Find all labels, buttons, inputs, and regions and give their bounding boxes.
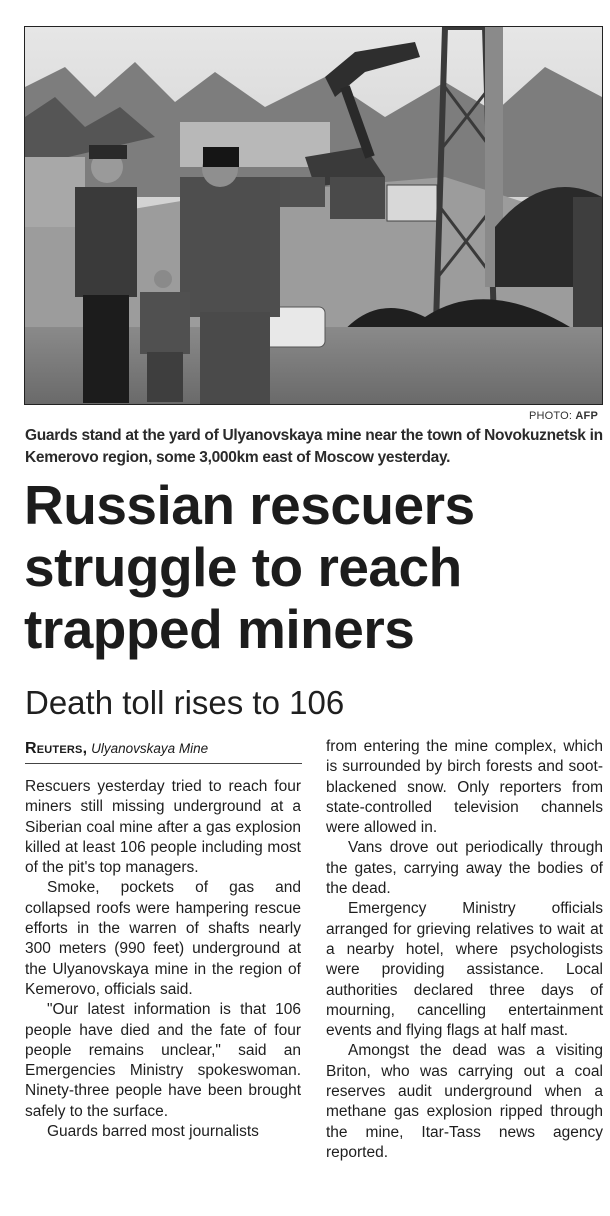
byline-location: Ulyanovskaya Mine xyxy=(91,741,209,756)
paragraph: Amongst the dead was a visiting Briton, who was carrying out a coal reserves audit underground when a methane gas explosion ripped through the mine, Itar-Tass news agency reported. xyxy=(326,1042,603,1161)
subheadline: Death toll rises to 106 xyxy=(25,684,345,721)
photo-caption: Guards stand at the yard of Ulyanovskaya mine near the town of Novokuznetsk in Kemerovo region, some 3,000km east of Moscow yesterday. xyxy=(25,427,603,466)
paragraph: Smoke, pockets of gas and collapsed roofs were hampering rescue efforts in the warren of shafts nearly 300 meters (990 feet) underground at the Ulyanovskaya mine in the region of Kemerovo, officials said. xyxy=(25,879,301,998)
photo-credit xyxy=(529,410,598,422)
paragraph: from entering the mine complex, which is surrounded by birch forests and soot-blackened snow. Only reporters from state-controlled television channels were allowed in. xyxy=(326,738,603,837)
photo-credit-agency: AFP xyxy=(575,410,598,422)
article-column-2 xyxy=(326,737,603,1163)
paragraph: "Our latest information is that 106 people have died and the fate of four people remains unclear," said an Emergencies Ministry spokeswoman. Ninety-three people have been brought safely to the surface. xyxy=(25,1001,301,1120)
mine-yard-image xyxy=(25,27,602,404)
paragraph: Rescuers yesterday tried to reach four miners still missing underground at a Siberian coal mine after a gas explosion killed at least 106 people including most of the pit's top managers. xyxy=(25,778,301,877)
paragraph: Guards barred most journalists xyxy=(47,1123,259,1141)
photo-credit-prefix: PHOTO: xyxy=(528,410,573,422)
news-photo xyxy=(24,26,603,405)
headline: Russian rescuers struggle to reach trapped miners xyxy=(24,474,475,660)
byline xyxy=(25,739,302,764)
article-column-1 xyxy=(25,777,301,1142)
paragraph: Emergency Ministry officials arranged for grieving relatives to wait at a nearby hotel, where psychologists were providing assistance. Local authorities declared three days of mourning, cancelling entertainment events and flying flags at half mast. xyxy=(326,900,603,1040)
paragraph: Vans drove out periodically through the gates, carrying away the bodies of the dead. xyxy=(326,839,603,898)
byline-source: Reuters, xyxy=(25,740,88,757)
